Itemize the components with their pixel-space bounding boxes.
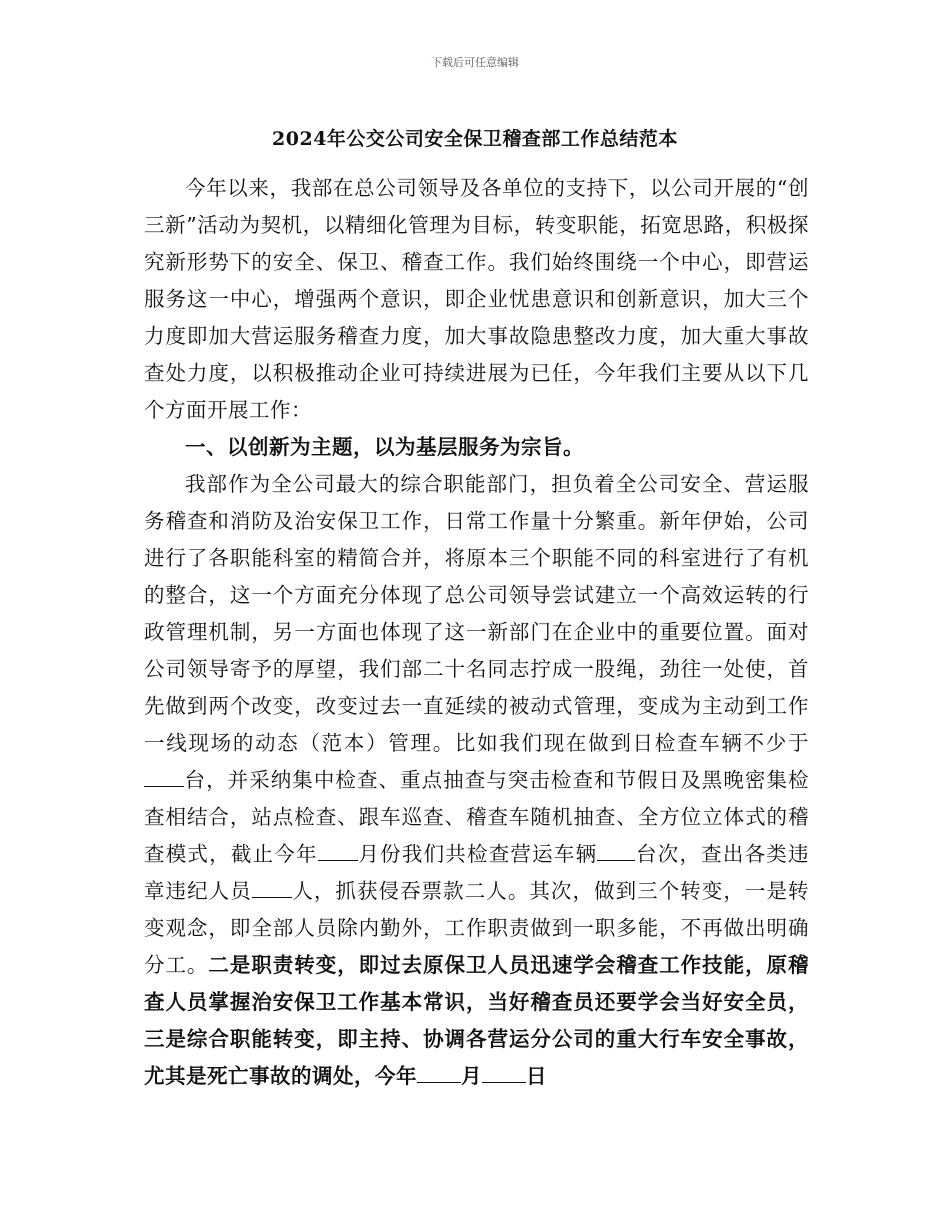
section-heading-1: 一、以创新为主题，以为基层服务为宗旨。 bbox=[185, 435, 584, 459]
text-segment: 月份我们共检查营运车辆 bbox=[357, 842, 598, 866]
fill-in-blank bbox=[597, 840, 635, 861]
text-segment: 台，并采纳集中检查、重点抽查与突击检查和节假日及黑晚密集检查相结合，站点检查、跟车巡查、稽查车随机抽查、全方位立体式的稽查模式，截止今年 bbox=[144, 768, 809, 866]
paragraph-intro: 今年以来，我部在总公司领导及各单位的支持下，以公司开展的“创三新”活动为契机，以精细化管理为目标，转变职能，拓宽思路，积极探究新形势下的安全、保卫、稽查工作。我们始终围绕一个中心，即营运服务这一中心，增强两个意识，即企业忧患意识和创新意识，加大三个力度即加大营运服务稽查力度，加大事故隐患整改力度，加大重大事故查处力度，以积极推动企业可持续进展为已任，今年我们主要从以下几个方面开展工作： bbox=[144, 176, 809, 422]
fill-in-blank bbox=[417, 1062, 461, 1083]
fill-in-blank bbox=[482, 1062, 526, 1083]
document-body bbox=[144, 170, 809, 1095]
bold-text-segment: 月 bbox=[461, 1064, 482, 1088]
bold-text-segment: 二是职责转变，即过去原保卫人员迅速学会稽查工作技能，原稽查人员掌握治安保卫工作基本常识，当好稽查员还要学会当好安全员，三是综合职能转变，即主持、协调各营运分公司的重大行车安全事故，尤其是死亡事故的调处，今年 bbox=[144, 953, 810, 1088]
header-note: 下载后可任意编辑 bbox=[431, 56, 519, 69]
paragraph-section-1 bbox=[144, 466, 809, 1095]
text-segment: 人，抓获侵吞票款二人。其次，做到三个转变，一是转变观念，即全部人员除内勤外，工作职责做到一职多能，不再做出明确分工。 bbox=[144, 879, 810, 977]
bold-text-segment: 日 bbox=[526, 1064, 547, 1088]
fill-in-blank bbox=[318, 840, 358, 861]
text-segment: 我部作为全公司最大的综合职能部门，担负着全公司安全、营运服务稽查和消防及治安保卫工作，日常工作量十分繁重。新年伊始，公司进行了各职能科室的精简合并，将原本三个职能不同的科室进行了有机的整合，这一个方面充分体现了总公司领导尝试建立一个高效运转的行政管理机制，另一方面也体现了这一新部门在企业中的重要位置。面对公司领导寄予的厚望，我们部二十名同志拧成一股绳，劲往一处使，首先做到两个改变，改变过去一直延续的被动式管理，变成为主动到工作一线现场的动态（范本）管理。比如我们现在做到日检查车辆不少于 bbox=[144, 472, 809, 755]
text-segment: 台次，查出各类违章违纪人员 bbox=[144, 842, 810, 903]
fill-in-blank bbox=[252, 877, 292, 898]
document-title: 2024年公交公司安全保卫稽查部工作总结范本 bbox=[272, 128, 678, 150]
fill-in-blank bbox=[144, 766, 184, 787]
